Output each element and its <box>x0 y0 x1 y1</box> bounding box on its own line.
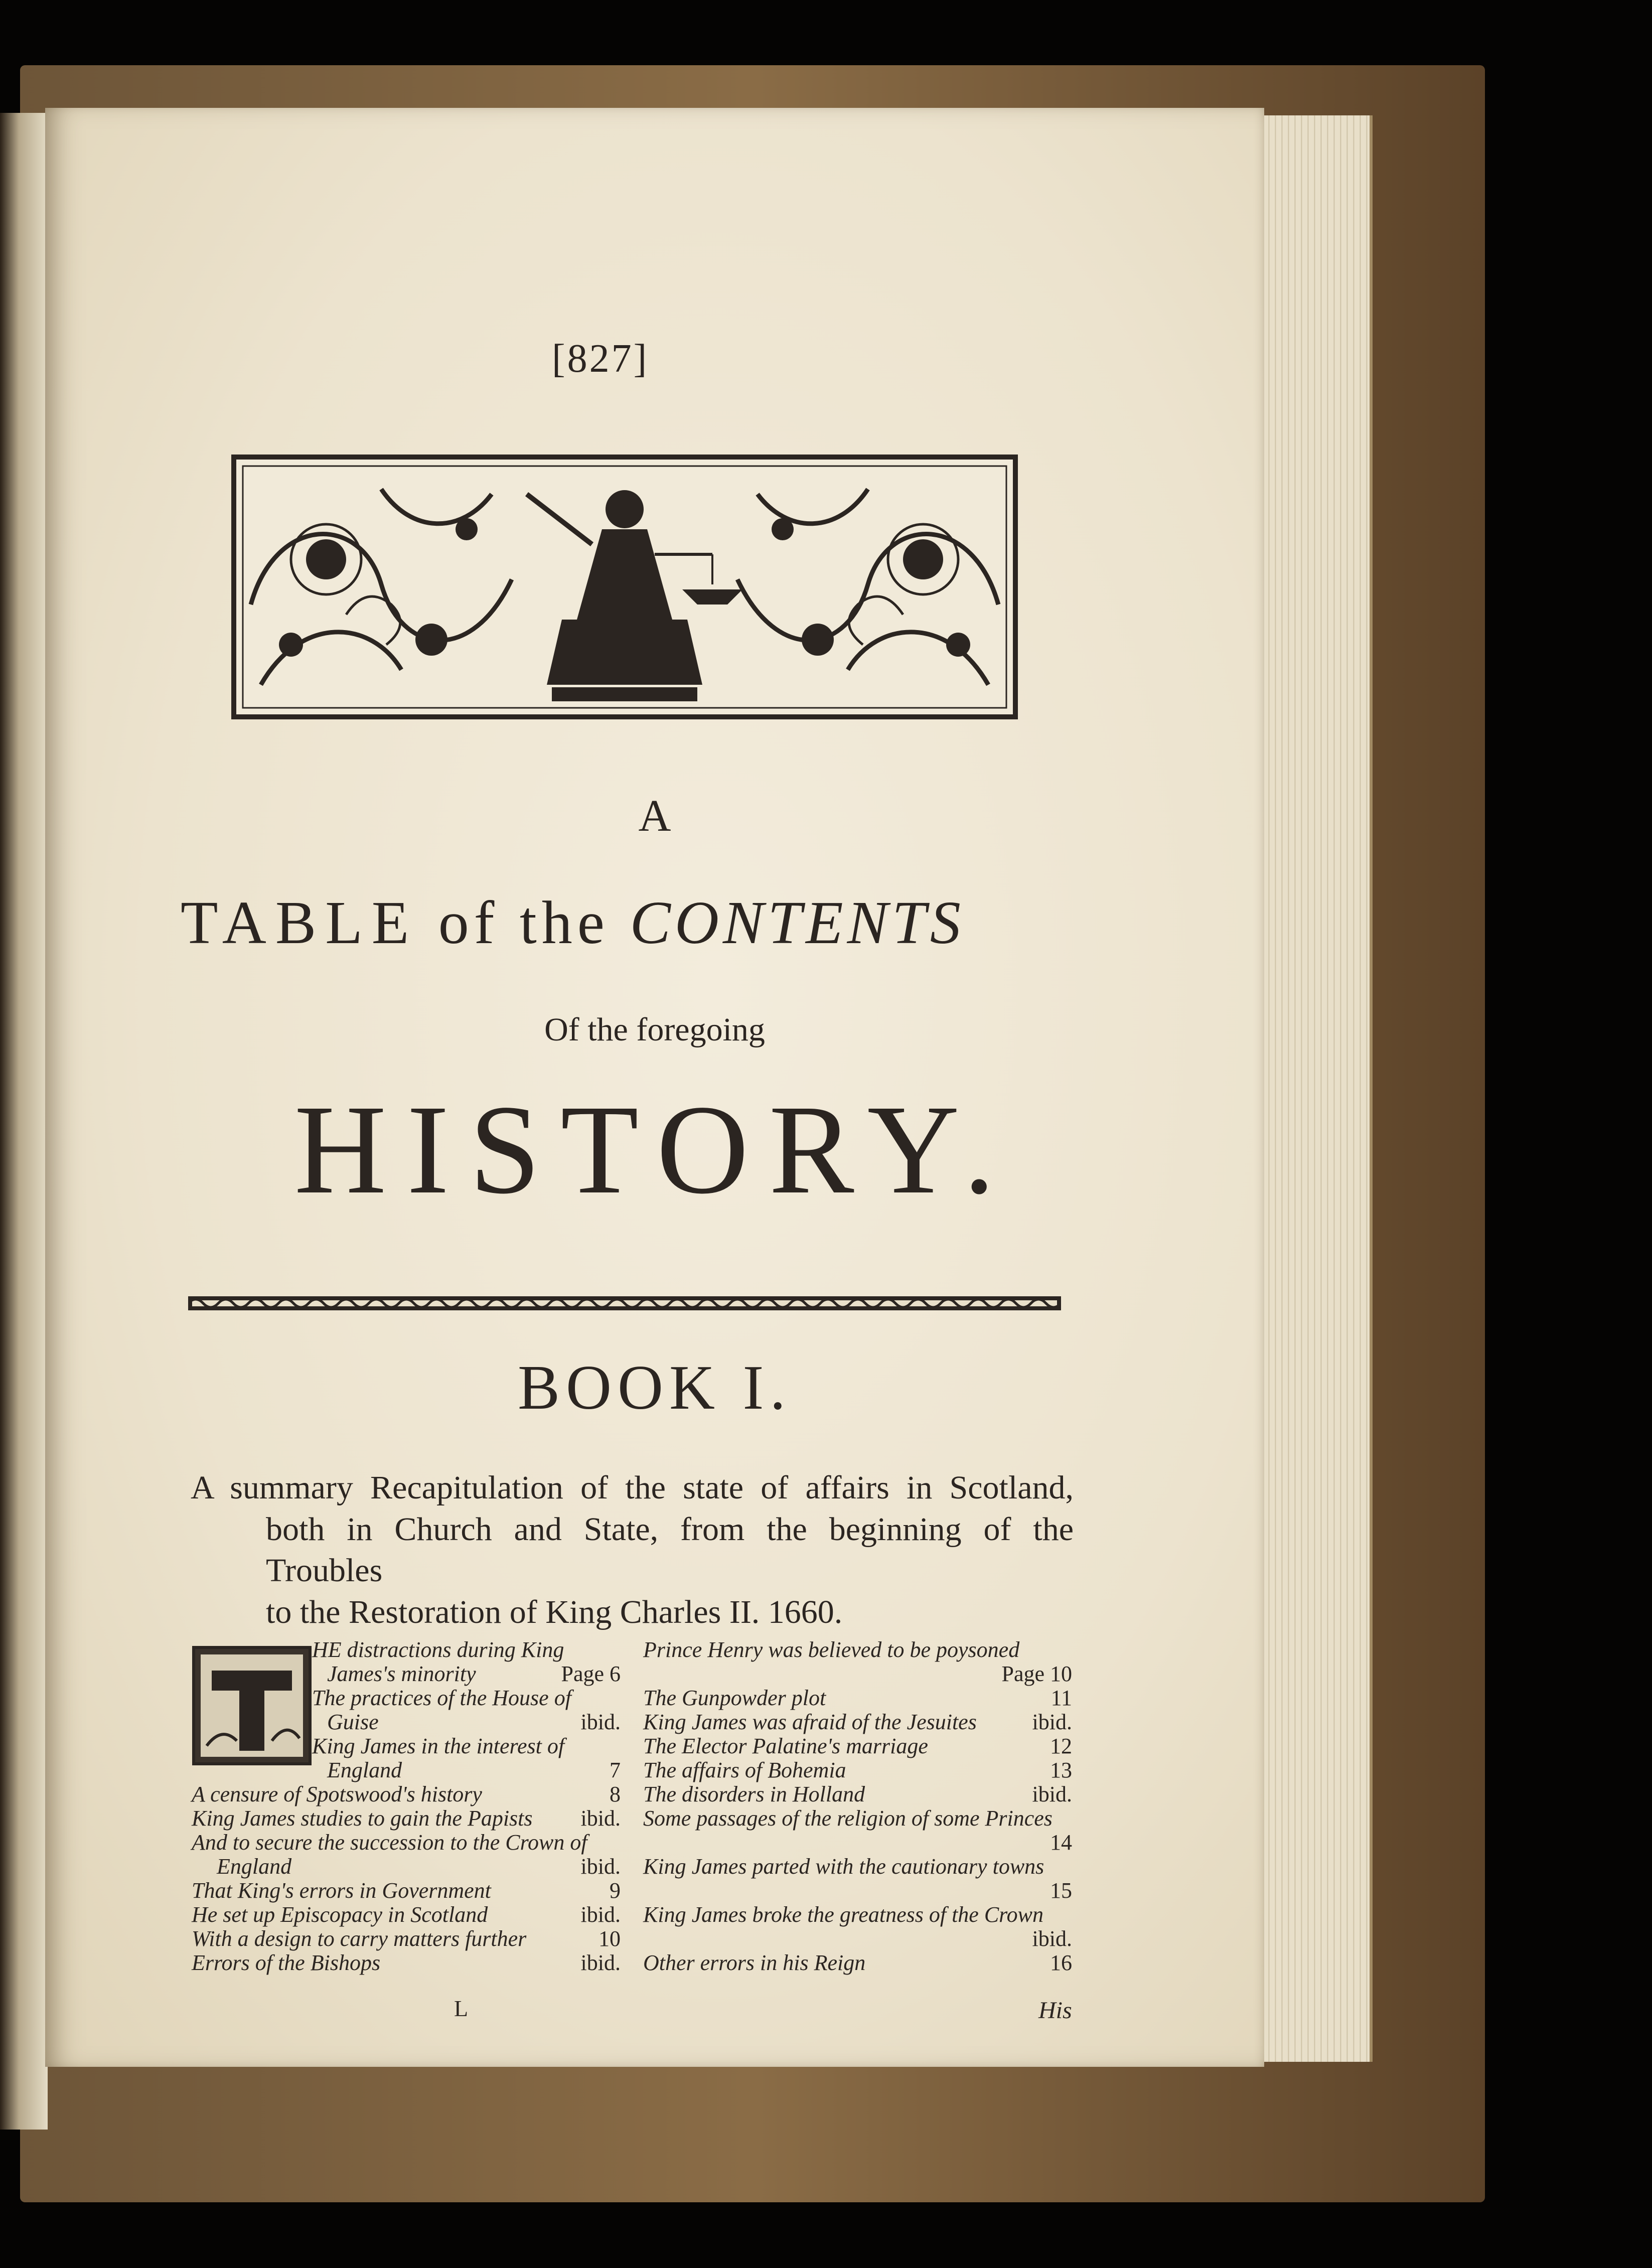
list-item: The Gunpowder plot 11 <box>643 1686 1072 1710</box>
title-history: HISTORY. <box>294 1079 1015 1221</box>
book-summary <box>191 1467 1074 1633</box>
list-item: Other errors in his Reign 16 <box>643 1950 1072 1975</box>
ornamental-rule <box>188 1294 1061 1312</box>
signature-mark: L <box>454 1996 469 2021</box>
book-heading: BOOK I. <box>518 1353 792 1423</box>
list-item: ibid. <box>1032 1926 1072 1951</box>
catchword: His <box>1038 1997 1072 2024</box>
list-item: The disorders in Holland ibid. <box>643 1782 1072 1806</box>
list-item: England ibid. <box>217 1854 621 1879</box>
contents-left-column <box>192 1638 621 1975</box>
list-item: The practices of the House of <box>312 1686 571 1710</box>
facing-page-edge <box>0 113 48 2130</box>
list-item: England 7 <box>327 1758 621 1782</box>
contents-right-column <box>643 1638 1072 1975</box>
list-item: That King's errors in Government 9 <box>192 1878 621 1903</box>
justice-headpiece-ornament <box>231 454 1018 720</box>
list-item: HE distractions during King <box>312 1637 564 1662</box>
list-item: Prince Henry was believed to be poysoned <box>643 1637 1020 1662</box>
title-a: A <box>638 791 671 841</box>
list-item: The Elector Palatine's marriage 12 <box>643 1734 1072 1758</box>
list-item: And to secure the succession to the Crown of <box>192 1830 587 1855</box>
list-item: King James in the interest of <box>312 1734 565 1758</box>
title-contents-word: CONTENTS <box>630 889 965 957</box>
list-item: With a design to carry matters further 10 <box>192 1926 621 1951</box>
list-item: King James studies to gain the Papists ibid. <box>192 1806 621 1831</box>
list-item: The affairs of Bohemia 13 <box>643 1758 1072 1782</box>
title-table-of-contents <box>181 888 1134 958</box>
book-page <box>45 108 1264 2067</box>
list-item: King James was afraid of the Jesuites ibid. <box>643 1710 1072 1734</box>
summary-line-1: A summary Recapitulation of the state of affairs in Scotland, <box>191 1469 1074 1506</box>
list-item: 14 <box>1050 1830 1072 1855</box>
list-item: Page 10 <box>1001 1661 1072 1686</box>
list-item: A censure of Spotswood's history 8 <box>192 1782 621 1806</box>
list-item: Guise ibid. <box>327 1710 621 1734</box>
summary-line-3: to the Restoration of King Charles II. 1660. <box>266 1593 843 1630</box>
summary-line-2: both in Church and State, from the beginning of the Troubles <box>266 1510 1074 1589</box>
list-item: He set up Episcopacy in Scotland ibid. <box>192 1902 621 1927</box>
list-item: King James broke the greatness of the Crown <box>643 1902 1044 1927</box>
list-item: Some passages of the religion of some Princes <box>643 1806 1053 1831</box>
list-item: King James parted with the cautionary towns <box>643 1854 1044 1879</box>
page-number: [827] <box>552 337 649 381</box>
title-foregoing: Of the foregoing <box>544 1011 765 1048</box>
title-table-word: TABLE <box>181 889 418 957</box>
list-item: Errors of the Bishops ibid. <box>192 1950 621 1975</box>
list-item: 15 <box>1050 1878 1072 1903</box>
title-of-the: of the <box>438 889 610 957</box>
list-item: James's minority Page 6 <box>327 1661 621 1686</box>
